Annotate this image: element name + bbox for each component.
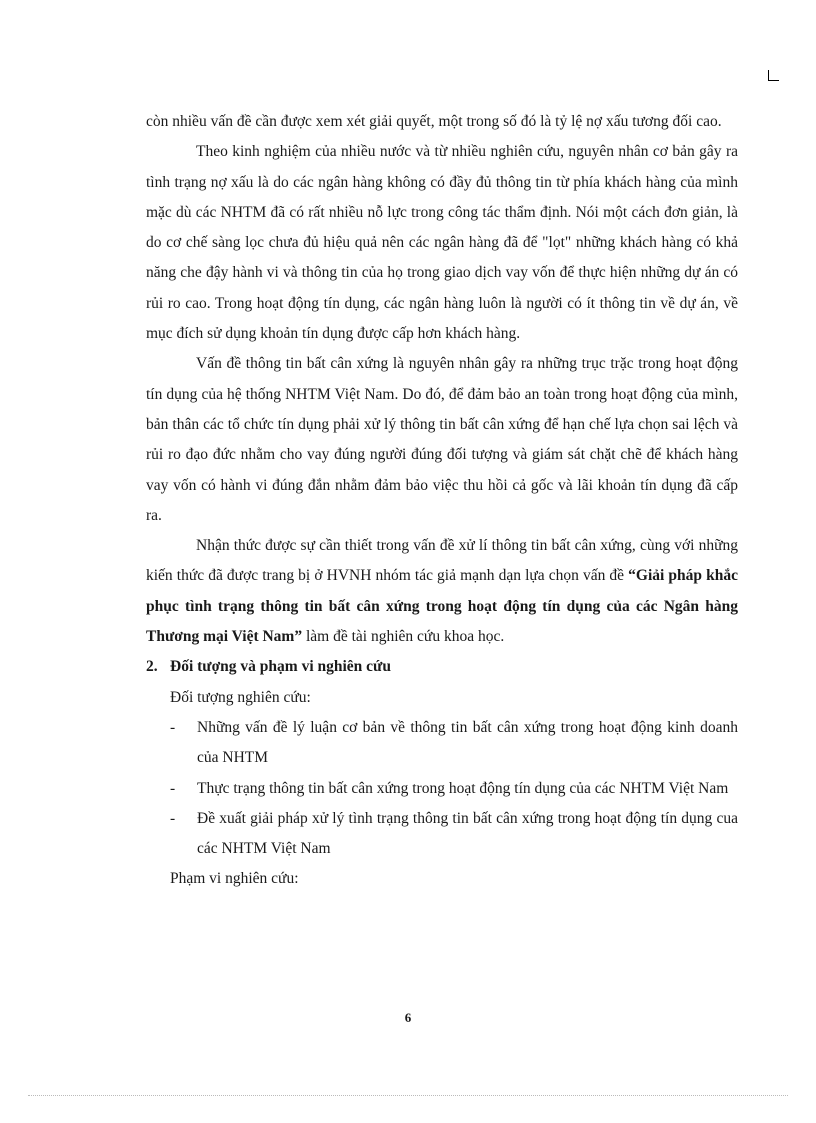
paragraph-1: còn nhiều vấn đề cần được xem xét giải quyết, một trong số đó là tỷ lệ nợ xấu tương đối cao.: [146, 113, 722, 130]
list-item: [170, 774, 738, 804]
paragraph-4-start: Nhận thức được sự cần thiết trong vấn đề xử lí thông tin bất cân xứng, cùng với những kiến thức đã được trang bị ở HVNH nhóm tác giả mạnh dạn lựa chọn vấn đề: [146, 537, 738, 585]
body-text: [146, 107, 738, 895]
dash-bullet: -: [170, 779, 176, 797]
dash-bullet: -: [170, 718, 176, 736]
section-2-title: Đối tượng và phạm vi nghiên cứu: [170, 658, 391, 676]
research-subject-list: [146, 713, 738, 864]
page-bottom-border: [28, 1095, 788, 1096]
list-item-text: Đề xuất giải pháp xử lý tình trạng thông tin bất cân xứng trong hoạt động tín dụng cua các NHTM Việt Nam: [197, 809, 738, 858]
list-item-text: Những vấn đề lý luận cơ bản về thông tin bất cân xứng trong hoạt động kinh doanh của NHTM: [197, 718, 738, 767]
section-2-heading: [146, 652, 738, 682]
list-item-text: Thực trạng thông tin bất cân xứng trong hoạt động tín dụng của các NHTM Việt Nam: [197, 779, 729, 797]
research-topic-title: “Giải pháp khắc phục tình trạng thông tin bất cân xứng trong hoạt động tín dụng của các Ngân hàng Thương mại Việt Nam”: [146, 567, 738, 646]
paragraph-3: Vấn đề thông tin bất cân xứng là nguyên nhân gây ra những trục trặc trong hoạt động tín dụng của hệ thống NHTM Việt Nam. Do đó, để đảm bảo an toàn trong hoạt động của mình, bản thân các tổ chức tín dụng phải xử lý thông tin bất cân xứng để hạn chế lựa chọn sai lệch và rủi ro đạo đức nhằm cho vay đúng người đúng đối tượng và giám sát chặt chẽ để khách hàng vay vốn có hành vi đúng đắn nhằm đảm bảo việc thu hồi cả gốc và lãi khoản tín dụng đã cấp ra.: [146, 355, 738, 524]
paragraph-4: [146, 531, 738, 652]
research-subject-label: Đối tượng nghiên cứu:: [170, 688, 311, 706]
paragraph-2: Theo kinh nghiệm của nhiều nước và từ nhiều nghiên cứu, nguyên nhân cơ bản gây ra tình trạng nợ xấu là do các ngân hàng không có đầy đủ thông tin từ phía khách hàng của mình mặc dù các NHTM đã có rất nhiều nỗ lực trong công tác thẩm định. Nói một cách đơn giản, là do cơ chế sàng lọc chưa đủ hiệu quả nên các ngân hàng đã để "lọt" những khách hàng có khả năng che đậy hành vi và thông tin của họ trong giao dịch vay vốn để thực hiện những dự án có rủi ro cao. Trong hoạt động tín dụng, các ngân hàng luôn là người có ít thông tin về dự án, về mục đích sử dụng khoản tín dụng được cấp hơn khách hàng.: [146, 143, 738, 343]
page-number: 6: [404, 1010, 412, 1025]
paragraph-4-end: làm đề tài nghiên cứu khoa học.: [302, 628, 505, 646]
list-item: [170, 713, 738, 774]
section-2-number: 2.: [146, 658, 158, 676]
list-item: [170, 804, 738, 865]
research-scope-label: Phạm vi nghiên cứu:: [170, 870, 299, 888]
dash-bullet: -: [170, 809, 176, 827]
page-corner-mark: [768, 70, 779, 81]
